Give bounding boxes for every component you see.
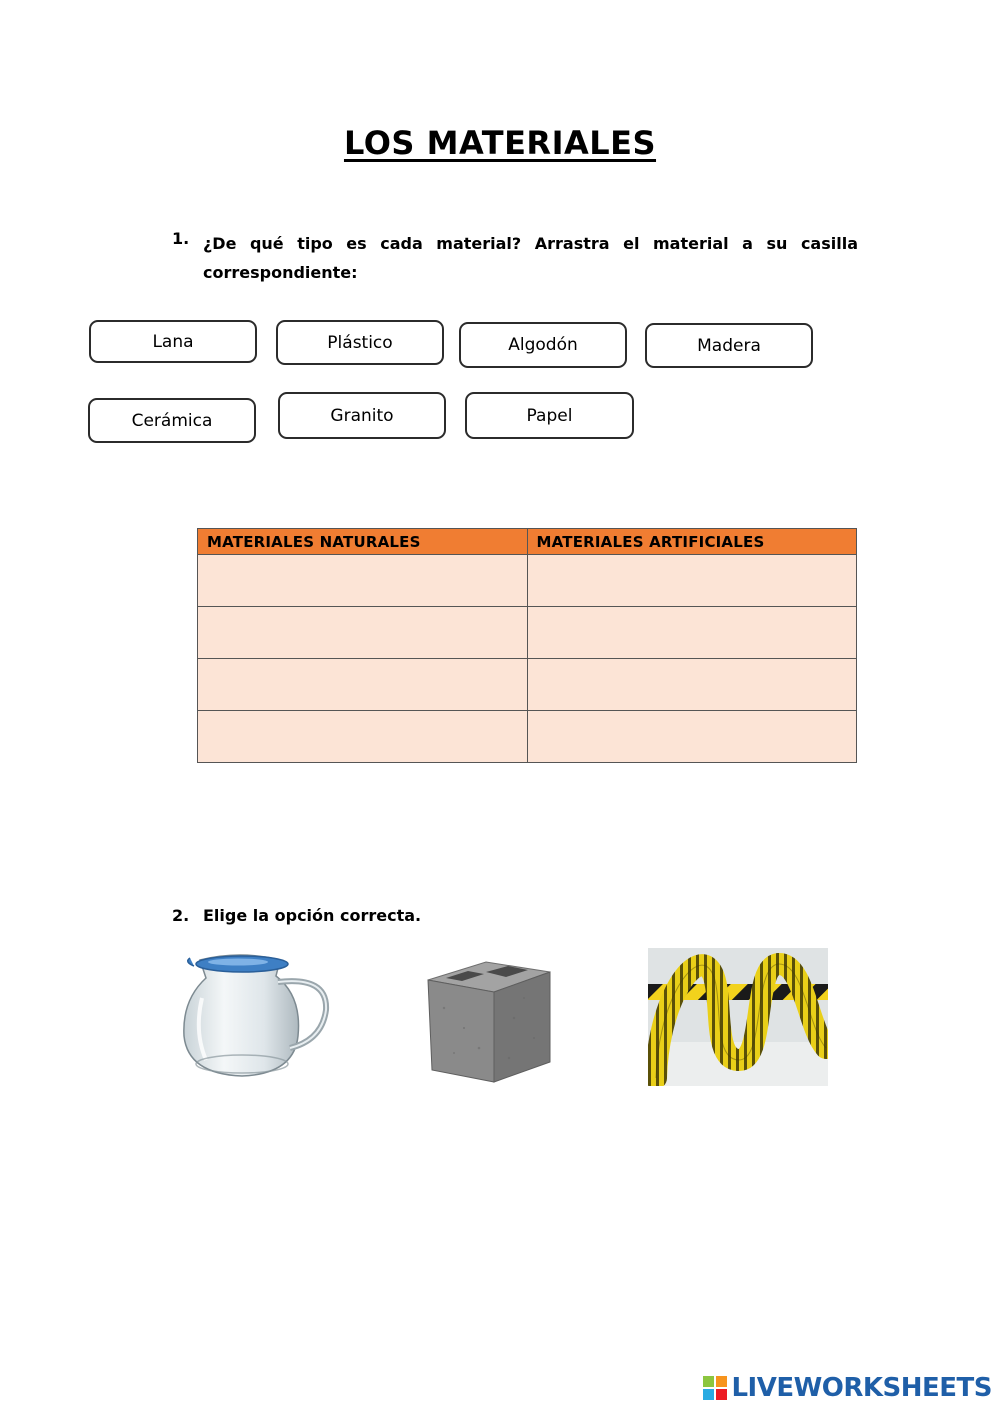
material-chip-ceramica[interactable]: Cerámica (88, 398, 256, 443)
coiled-hose-image[interactable] (648, 948, 828, 1086)
drop-cell-artificial[interactable] (527, 555, 857, 607)
page-title: LOS MATERIALES (343, 124, 657, 162)
material-chip-lana[interactable]: Lana (89, 320, 257, 363)
drop-cell-natural[interactable] (198, 711, 528, 763)
header-artificial: MATERIALES ARTIFICIALES (527, 529, 857, 555)
material-chip-papel[interactable]: Papel (465, 392, 634, 439)
table-row (198, 555, 857, 607)
liveworksheets-logo-icon (703, 1376, 727, 1400)
material-chip-madera[interactable]: Madera (645, 323, 813, 368)
material-chip-granito[interactable]: Granito (278, 392, 446, 439)
liveworksheets-logo (703, 1373, 992, 1403)
table-row (198, 711, 857, 763)
drop-cell-artificial[interactable] (527, 711, 857, 763)
classification-table (197, 528, 857, 763)
drop-cell-artificial[interactable] (527, 659, 857, 711)
header-natural: MATERIALES NATURALES (198, 529, 528, 555)
glass-jug-image[interactable] (180, 952, 332, 1082)
table-row (198, 607, 857, 659)
question-2-number: 2. (172, 906, 190, 925)
table-row (198, 659, 857, 711)
question-1-number: 1. (172, 229, 190, 248)
material-chip-plastico[interactable]: Plástico (276, 320, 444, 365)
question-1-text: ¿De qué tipo es cada material? Arrastra el material a su casilla correspondiente: (203, 234, 858, 282)
concrete-block-image[interactable] (424, 958, 554, 1086)
drop-cell-natural[interactable] (198, 607, 528, 659)
question-2-text: Elige la opción correcta. (203, 906, 422, 925)
liveworksheets-logo-text: LIVEWORKSHEETS (731, 1373, 992, 1403)
drop-cell-natural[interactable] (198, 555, 528, 607)
material-chip-algodon[interactable]: Algodón (459, 322, 627, 368)
drop-cell-natural[interactable] (198, 659, 528, 711)
drop-cell-artificial[interactable] (527, 607, 857, 659)
